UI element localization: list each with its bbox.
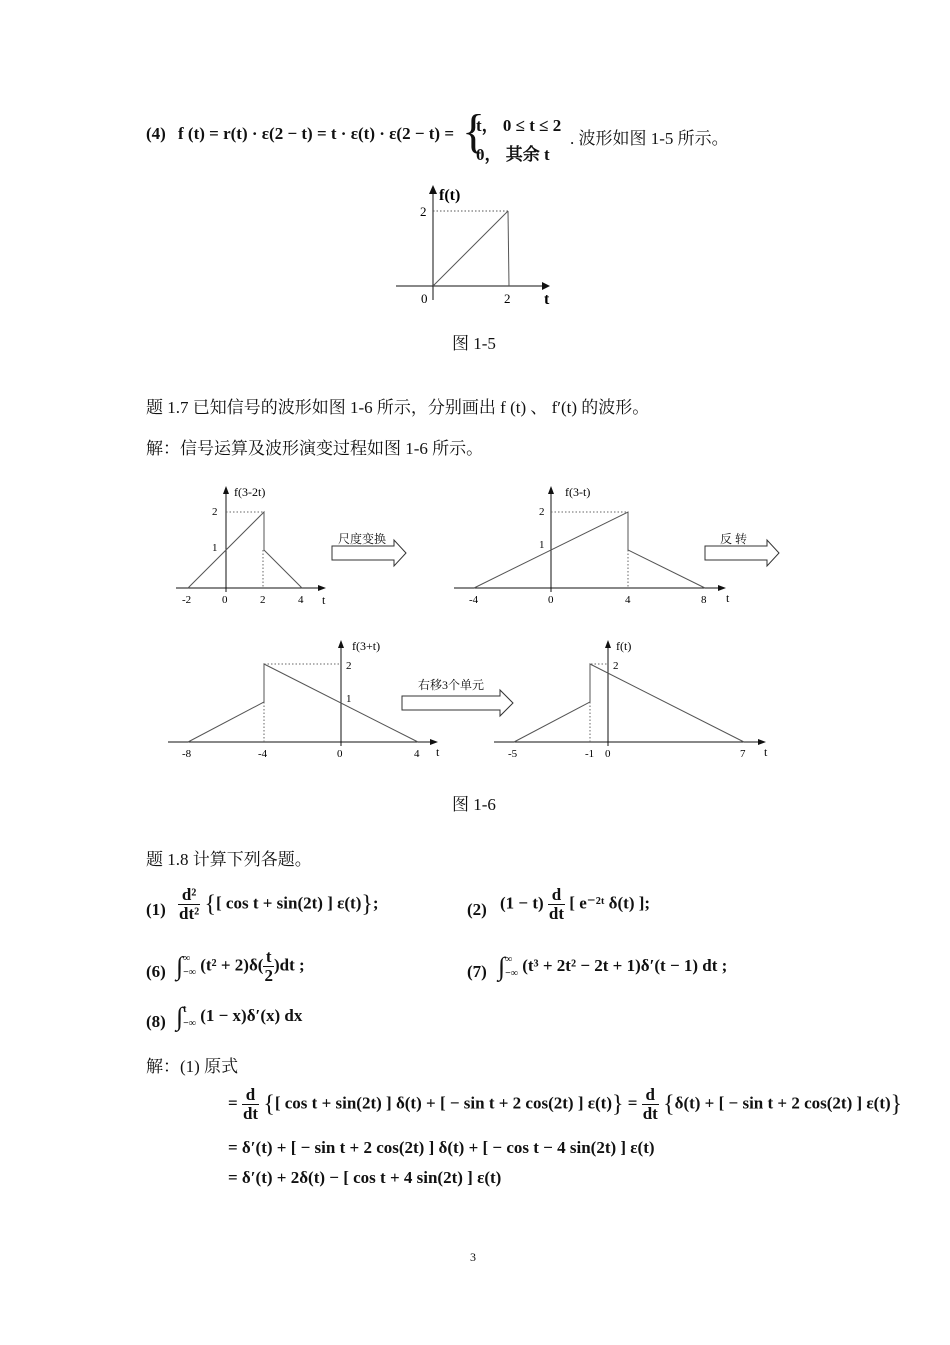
xtick: 0	[605, 748, 611, 760]
sol-line1a: [ cos t + sin(2t) ] δ(t) + [ − sin t + 2 cos(2t) ] ε(t)	[274, 1093, 612, 1113]
p6-label: (6)	[146, 962, 166, 981]
fig15-ytick: 2	[420, 204, 427, 219]
ytick: 2	[212, 506, 218, 518]
sol-den: dt	[642, 1103, 658, 1123]
p6-num: t	[263, 948, 274, 967]
p2-den: dt	[548, 903, 565, 923]
item4-label: (4)	[146, 124, 166, 143]
xtick: -5	[508, 748, 518, 760]
fig16-panel-4	[490, 634, 780, 764]
xtick: -4	[258, 748, 268, 760]
xtick: 0	[222, 594, 228, 606]
integral-sign: ∫	[176, 951, 184, 981]
page-number: 3	[470, 1250, 476, 1264]
p1-label: (1)	[146, 900, 166, 919]
x-axis-arrow	[542, 282, 550, 290]
problem18-text: 题 1.8 计算下列各题。	[146, 850, 312, 869]
p6-pre: (t² + 2)δ(	[200, 955, 264, 975]
p1-expression: $\frac{\text{d²}}{\text{dt²}}$ {[ cos t + sin(2t) ] ε(t)};	[179, 885, 379, 923]
panel-title: f(3-2t)	[234, 485, 266, 499]
waveform	[188, 512, 302, 588]
brace: {	[462, 105, 486, 158]
xtick: 8	[701, 594, 707, 606]
p7-label: (7)	[467, 962, 487, 981]
p7-expression	[498, 952, 727, 982]
brace-open: {	[263, 1091, 275, 1118]
p6-post: )dt ;	[273, 955, 305, 975]
sol-line1b: δ(t) + [ − sin t + 2 cos(2t) ] ε(t)	[674, 1093, 891, 1113]
arrow-reverse-label: 反 转	[720, 532, 748, 546]
p6-expression	[176, 948, 305, 985]
p1-num: d²	[178, 886, 200, 905]
fig15-xtick0: 0	[421, 291, 428, 306]
xtick: 0	[548, 594, 554, 606]
item4-formula: f (t) = r(t) · ε(2 − t) = t · ε(t) · ε(2 − t) =	[178, 124, 455, 143]
p8-label: (8)	[146, 1012, 166, 1031]
brace-open: {	[663, 1091, 675, 1118]
sol-den: dt	[242, 1103, 259, 1123]
item4-case2: 0， 其余 t	[476, 145, 550, 164]
solution-label: 解：(1) 原式	[146, 1057, 239, 1076]
ytick: 1	[346, 693, 352, 705]
p1-brace-close: }	[361, 891, 373, 918]
xtick: 7	[740, 748, 746, 760]
y-axis-arrow	[429, 185, 437, 194]
p2-label: (2)	[467, 900, 487, 919]
p8-expression	[176, 1002, 302, 1032]
p2-derivative	[548, 886, 565, 923]
xtick: -2	[182, 594, 192, 606]
p1-derivative	[178, 886, 200, 923]
integral-sign: ∫	[498, 952, 506, 981]
fig15-ylabel: f(t)	[439, 187, 461, 204]
panel-title: f(t)	[616, 639, 632, 653]
p8-limits: t −∞	[183, 1004, 196, 1030]
fig15-xtick2: 2	[504, 291, 511, 306]
p8-body: (1 − x)δ′(x) dx	[200, 1006, 303, 1025]
p6-limits: ∞ −∞	[183, 953, 196, 979]
panel-title: f(3+t)	[352, 639, 381, 653]
arrow-shift-label: 右移3个单元	[418, 678, 485, 692]
ramp-line	[433, 211, 508, 286]
sol-num: d	[642, 1086, 659, 1105]
y-axis-arrow	[338, 640, 344, 648]
y-axis-arrow	[548, 486, 554, 494]
fig16-caption: 图 1-6	[452, 795, 496, 814]
brace-close: }	[890, 1091, 903, 1118]
p1-body: [ cos t + sin(2t) ] ε(t)	[216, 893, 362, 913]
xtick: 2	[260, 594, 266, 606]
waveform	[514, 664, 744, 742]
x-axis-arrow	[718, 585, 726, 591]
arrow-scale-label: 尺度变换	[338, 532, 387, 546]
p2-body: [ e⁻²ᵗ δ(t) ];	[569, 893, 651, 913]
p7-body: (t³ + 2t² − 2t + 1)δ′(t − 1) dt ;	[522, 956, 728, 975]
problem17-solution: 解：信号运算及波形演变过程如图 1-6 所示。	[146, 439, 484, 458]
fig15-xlabel: t	[544, 291, 550, 308]
xlabel: t	[764, 745, 768, 759]
p7-limits: ∞ −∞	[505, 954, 518, 980]
p2-pre: (1 − t)	[500, 893, 544, 913]
sol-d-dt-2	[642, 1086, 659, 1123]
xtick: 4	[414, 748, 420, 760]
xtick: -8	[182, 748, 192, 760]
ytick: 1	[539, 539, 545, 551]
item4-tail: . 波形如图 1-5 所示。	[570, 129, 729, 148]
p1-brace-open: {	[204, 891, 216, 918]
item4-case1: t， 0 ≤ t ≤ 2	[476, 116, 562, 135]
drop-line	[508, 211, 509, 286]
x-axis-arrow	[318, 585, 326, 591]
solution-line-2: = δ′(t) + [ − sin t + 2 cos(2t) ] δ(t) + [ − cos t − 4 sin(2t) ] ε(t)	[228, 1138, 655, 1157]
fig16-panel-1	[170, 480, 340, 610]
solution-line-1: = $\frac{d}{dt}$ {[ cos t + sin(2t) ] δ(t) + [ − sin t + 2 cos(2t) ] ε(t)} = $\frac{d}{dt}$ {δ(t) + [ − sin t + 2 cos(2t) ] ε(t)}	[228, 1085, 903, 1123]
figure-1-5	[388, 182, 558, 312]
p2-expression	[500, 886, 650, 923]
integral-sign: ∫	[176, 1002, 184, 1031]
sol-num: d	[242, 1086, 259, 1105]
p6-fraction	[263, 948, 274, 985]
y-axis-arrow	[605, 640, 611, 648]
panel-title: f(3-t)	[565, 485, 591, 499]
xtick: -4	[469, 594, 479, 606]
problem17-text: 题 1.7 已知信号的波形如图 1-6 所示，分别画出 f (t) 、 f′(t) 的波形。	[146, 398, 650, 417]
xlabel: t	[726, 591, 730, 605]
p1-den: dt²	[179, 903, 200, 923]
ytick: 2	[539, 506, 545, 518]
xlabel: t	[322, 593, 326, 607]
ytick: 1	[212, 542, 218, 554]
xtick: 4	[625, 594, 631, 606]
fig15-caption: 图 1-5	[452, 334, 496, 353]
sol-d-dt	[242, 1086, 259, 1123]
ytick: 2	[346, 660, 352, 672]
waveform	[188, 664, 418, 742]
brace-close: }	[612, 1091, 624, 1118]
p2-num: d	[548, 886, 565, 905]
ytick: 2	[613, 660, 619, 672]
solution-line-3: = δ′(t) + 2δ(t) − [ cos t + 4 sin(2t) ] ε(t)	[228, 1168, 502, 1187]
y-axis-arrow	[223, 486, 229, 494]
xtick: -1	[585, 748, 595, 760]
xtick: 4	[298, 594, 304, 606]
waveform	[474, 512, 705, 588]
xlabel: t	[436, 745, 440, 759]
p6-den: 2	[264, 965, 273, 985]
xtick: 0	[337, 748, 343, 760]
